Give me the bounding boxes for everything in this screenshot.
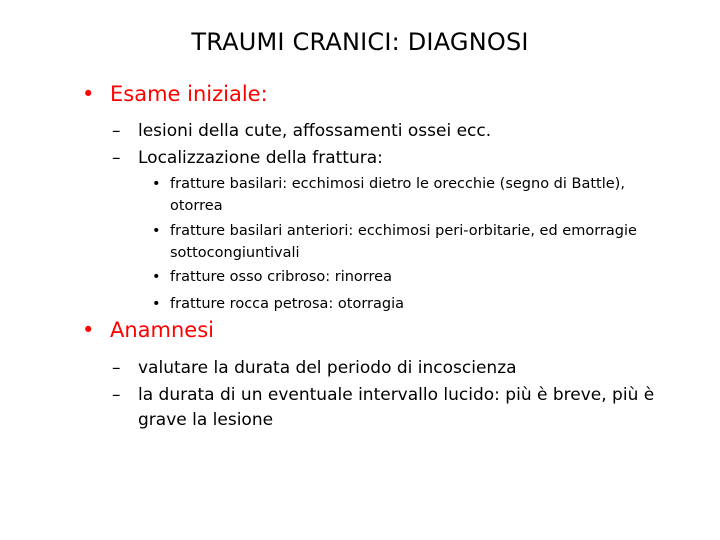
dash-icon: – <box>112 358 121 378</box>
sub-list-item <box>152 220 652 264</box>
bullet-icon: • <box>152 296 161 312</box>
list-item <box>112 119 672 144</box>
list-item-text: valutare la durata del periodo di incoscienza <box>138 358 517 378</box>
bullet-icon: • <box>82 82 95 106</box>
sub-list-item <box>152 173 652 217</box>
slide-title: TRAUMI CRANICI: DIAGNOSI <box>191 28 529 56</box>
dash-icon: – <box>112 385 121 405</box>
list-item-text: la durata di un eventuale intervallo lucido: più è breve, più è grave la lesione <box>138 385 655 430</box>
sub-list-item-text: fratture rocca petrosa: otorragia <box>170 296 404 312</box>
section-heading-label: Anamnesi <box>110 318 215 342</box>
bullet-icon: • <box>152 223 161 239</box>
sub-list-item-text: fratture basilari anteriori: ecchimosi peri-orbitarie, ed emorragie sottocongiuntivali <box>170 223 637 261</box>
list-item-text: Localizzazione della frattura: <box>138 148 383 168</box>
section-heading-anamnesi <box>82 318 214 342</box>
list-item <box>112 146 672 171</box>
dash-icon: – <box>112 148 121 168</box>
list-item <box>112 383 672 433</box>
sub-list-item-text: fratture osso cribroso: rinorrea <box>170 269 392 285</box>
bullet-icon: • <box>152 176 161 192</box>
sub-list-item <box>152 293 652 315</box>
bullet-icon: • <box>152 269 161 285</box>
section-heading-label: Esame iniziale: <box>110 82 268 106</box>
list-item-text: lesioni della cute, affossamenti ossei ecc. <box>138 121 492 141</box>
sub-list-item <box>152 266 652 288</box>
sub-list-item-text: fratture basilari: ecchimosi dietro le orecchie (segno di Battle), otorrea <box>170 176 625 214</box>
bullet-icon: • <box>82 318 95 342</box>
section-heading-esame <box>82 82 268 106</box>
dash-icon: – <box>112 121 121 141</box>
list-item <box>112 356 672 381</box>
